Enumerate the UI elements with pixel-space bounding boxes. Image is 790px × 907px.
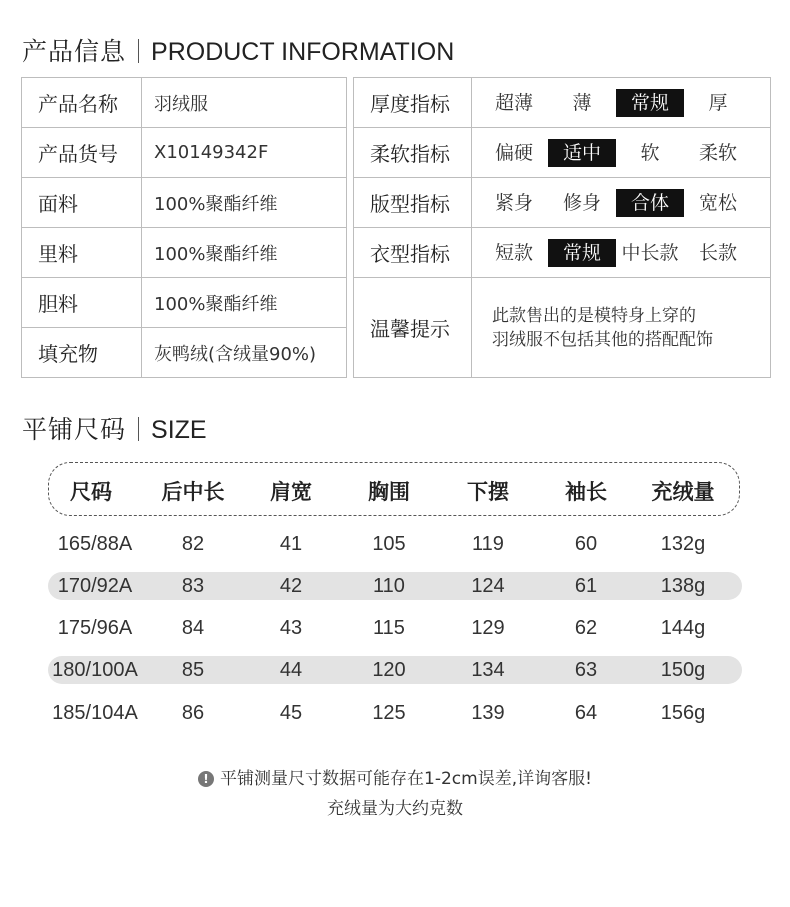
indicators-table	[353, 77, 771, 378]
option-chip: 修身	[562, 191, 601, 214]
option-chip: 厚	[708, 91, 728, 114]
attribute-value: X10149342F	[142, 128, 347, 178]
size-cell: 165/88A	[57, 533, 133, 555]
attribute-value: 灰鸭绒(含绒量90%)	[142, 328, 347, 378]
size-cell: 139	[471, 702, 505, 724]
option-chip: 薄	[572, 91, 592, 114]
attribute-key: 填充物	[22, 328, 142, 378]
attribute-value: 100%聚酯纤维	[142, 228, 347, 278]
size-header-cell: 尺码	[70, 480, 112, 504]
size-cell: 62	[574, 617, 598, 639]
attribute-value: 100%聚酯纤维	[142, 178, 347, 228]
indicator-row	[354, 228, 771, 278]
option-chip: 柔软	[698, 141, 737, 164]
product-info-title-en: PRODUCT INFORMATION	[151, 38, 455, 66]
size-cell: 134	[471, 659, 505, 681]
size-cell: 42	[279, 575, 303, 597]
option-chip: 长款	[698, 241, 737, 264]
size-header-cell: 后中长	[161, 480, 225, 504]
size-cell: 138g	[660, 575, 706, 597]
size-cell: 41	[279, 533, 303, 555]
size-cell: 185/104A	[52, 702, 138, 724]
indicator-row	[354, 128, 771, 178]
title-divider	[138, 417, 139, 441]
indicator-options	[472, 228, 770, 277]
size-cell: 82	[181, 533, 205, 555]
size-cell: 105	[372, 533, 406, 555]
size-cell: 110	[373, 575, 405, 597]
size-cell: 45	[279, 702, 303, 724]
option-chip: 紧身	[494, 191, 533, 214]
attribute-value: 羽绒服	[142, 78, 347, 128]
attribute-key: 产品名称	[22, 78, 142, 128]
size-cell: 43	[279, 617, 303, 639]
size-cell: 132g	[660, 533, 706, 555]
option-chip: 偏硬	[494, 141, 533, 164]
footnote-text-1: 平铺测量尺寸数据可能存在1-2cm误差,详询客服!	[220, 769, 592, 789]
indicator-label: 衣型指标	[354, 228, 472, 278]
option-chip: 软	[640, 141, 660, 164]
tip-label: 温馨提示	[354, 278, 472, 378]
product-info-title-zh: 产品信息	[22, 37, 127, 66]
size-cell: 86	[181, 702, 205, 724]
size-cell: 150g	[660, 659, 706, 681]
size-cell: 129	[471, 617, 505, 639]
attribute-row	[22, 78, 347, 128]
size-header-cell: 肩宽	[270, 480, 312, 504]
attribute-key: 产品货号	[22, 128, 142, 178]
attribute-key: 面料	[22, 178, 142, 228]
size-cell: 156g	[660, 702, 706, 724]
option-chip-selected: 合体	[616, 189, 684, 217]
size-cell: 120	[372, 659, 406, 681]
size-cell: 44	[279, 659, 303, 681]
attribute-key: 胆料	[22, 278, 142, 328]
footnote-line-1	[0, 764, 790, 789]
size-title	[22, 410, 207, 446]
size-cell: 124	[471, 575, 505, 597]
size-title-zh: 平铺尺码	[22, 415, 127, 444]
attribute-row	[22, 328, 347, 378]
footnote-line-2: 充绒量为大约克数	[327, 799, 463, 819]
size-cell: 84	[181, 617, 205, 639]
indicator-label: 柔软指标	[354, 128, 472, 178]
size-cell: 115	[373, 617, 405, 639]
size-cell: 119	[472, 533, 504, 555]
indicator-row	[354, 178, 771, 228]
option-chip-selected: 适中	[548, 139, 616, 167]
attributes-table	[21, 77, 347, 378]
indicator-row	[354, 78, 771, 128]
indicator-options	[472, 178, 770, 227]
option-chip: 短款	[494, 241, 533, 264]
option-chip: 中长款	[621, 241, 679, 264]
attribute-row	[22, 128, 347, 178]
size-cell: 180/100A	[52, 659, 138, 681]
product-info-title	[22, 32, 454, 68]
size-cell: 175/96A	[57, 617, 133, 639]
size-cell: 83	[181, 575, 205, 597]
size-cell: 144g	[660, 617, 706, 639]
indicator-label: 厚度指标	[354, 78, 472, 128]
indicator-label: 版型指标	[354, 178, 472, 228]
tip-row	[354, 278, 771, 378]
size-cell: 63	[574, 659, 598, 681]
attribute-row	[22, 278, 347, 328]
size-header-cell: 充绒量	[651, 480, 715, 504]
tip-line-2: 羽绒服不包括其他的搭配配饰	[492, 329, 713, 350]
size-header-cell: 袖长	[565, 480, 607, 504]
attribute-row	[22, 178, 347, 228]
size-title-en: SIZE	[151, 416, 207, 444]
option-chip: 超薄	[494, 91, 533, 114]
title-divider	[138, 39, 139, 63]
size-header-cell: 胸围	[368, 480, 410, 504]
size-cell: 125	[372, 702, 406, 724]
size-cell: 85	[181, 659, 205, 681]
indicator-options	[472, 78, 770, 127]
indicator-options	[472, 128, 770, 177]
tip-line-1: 此款售出的是模特身上穿的	[492, 305, 696, 326]
option-chip-selected: 常规	[548, 239, 616, 267]
tip-text	[472, 304, 770, 352]
info-icon: !	[198, 771, 214, 787]
attribute-value: 100%聚酯纤维	[142, 278, 347, 328]
size-cell: 170/92A	[57, 575, 133, 597]
option-chip: 宽松	[698, 191, 737, 214]
size-header-cell: 下摆	[467, 480, 509, 504]
attribute-key: 里料	[22, 228, 142, 278]
size-cell: 61	[574, 575, 598, 597]
option-chip-selected: 常规	[616, 89, 684, 117]
attribute-row	[22, 228, 347, 278]
size-cell: 60	[574, 533, 598, 555]
size-cell: 64	[574, 702, 598, 724]
